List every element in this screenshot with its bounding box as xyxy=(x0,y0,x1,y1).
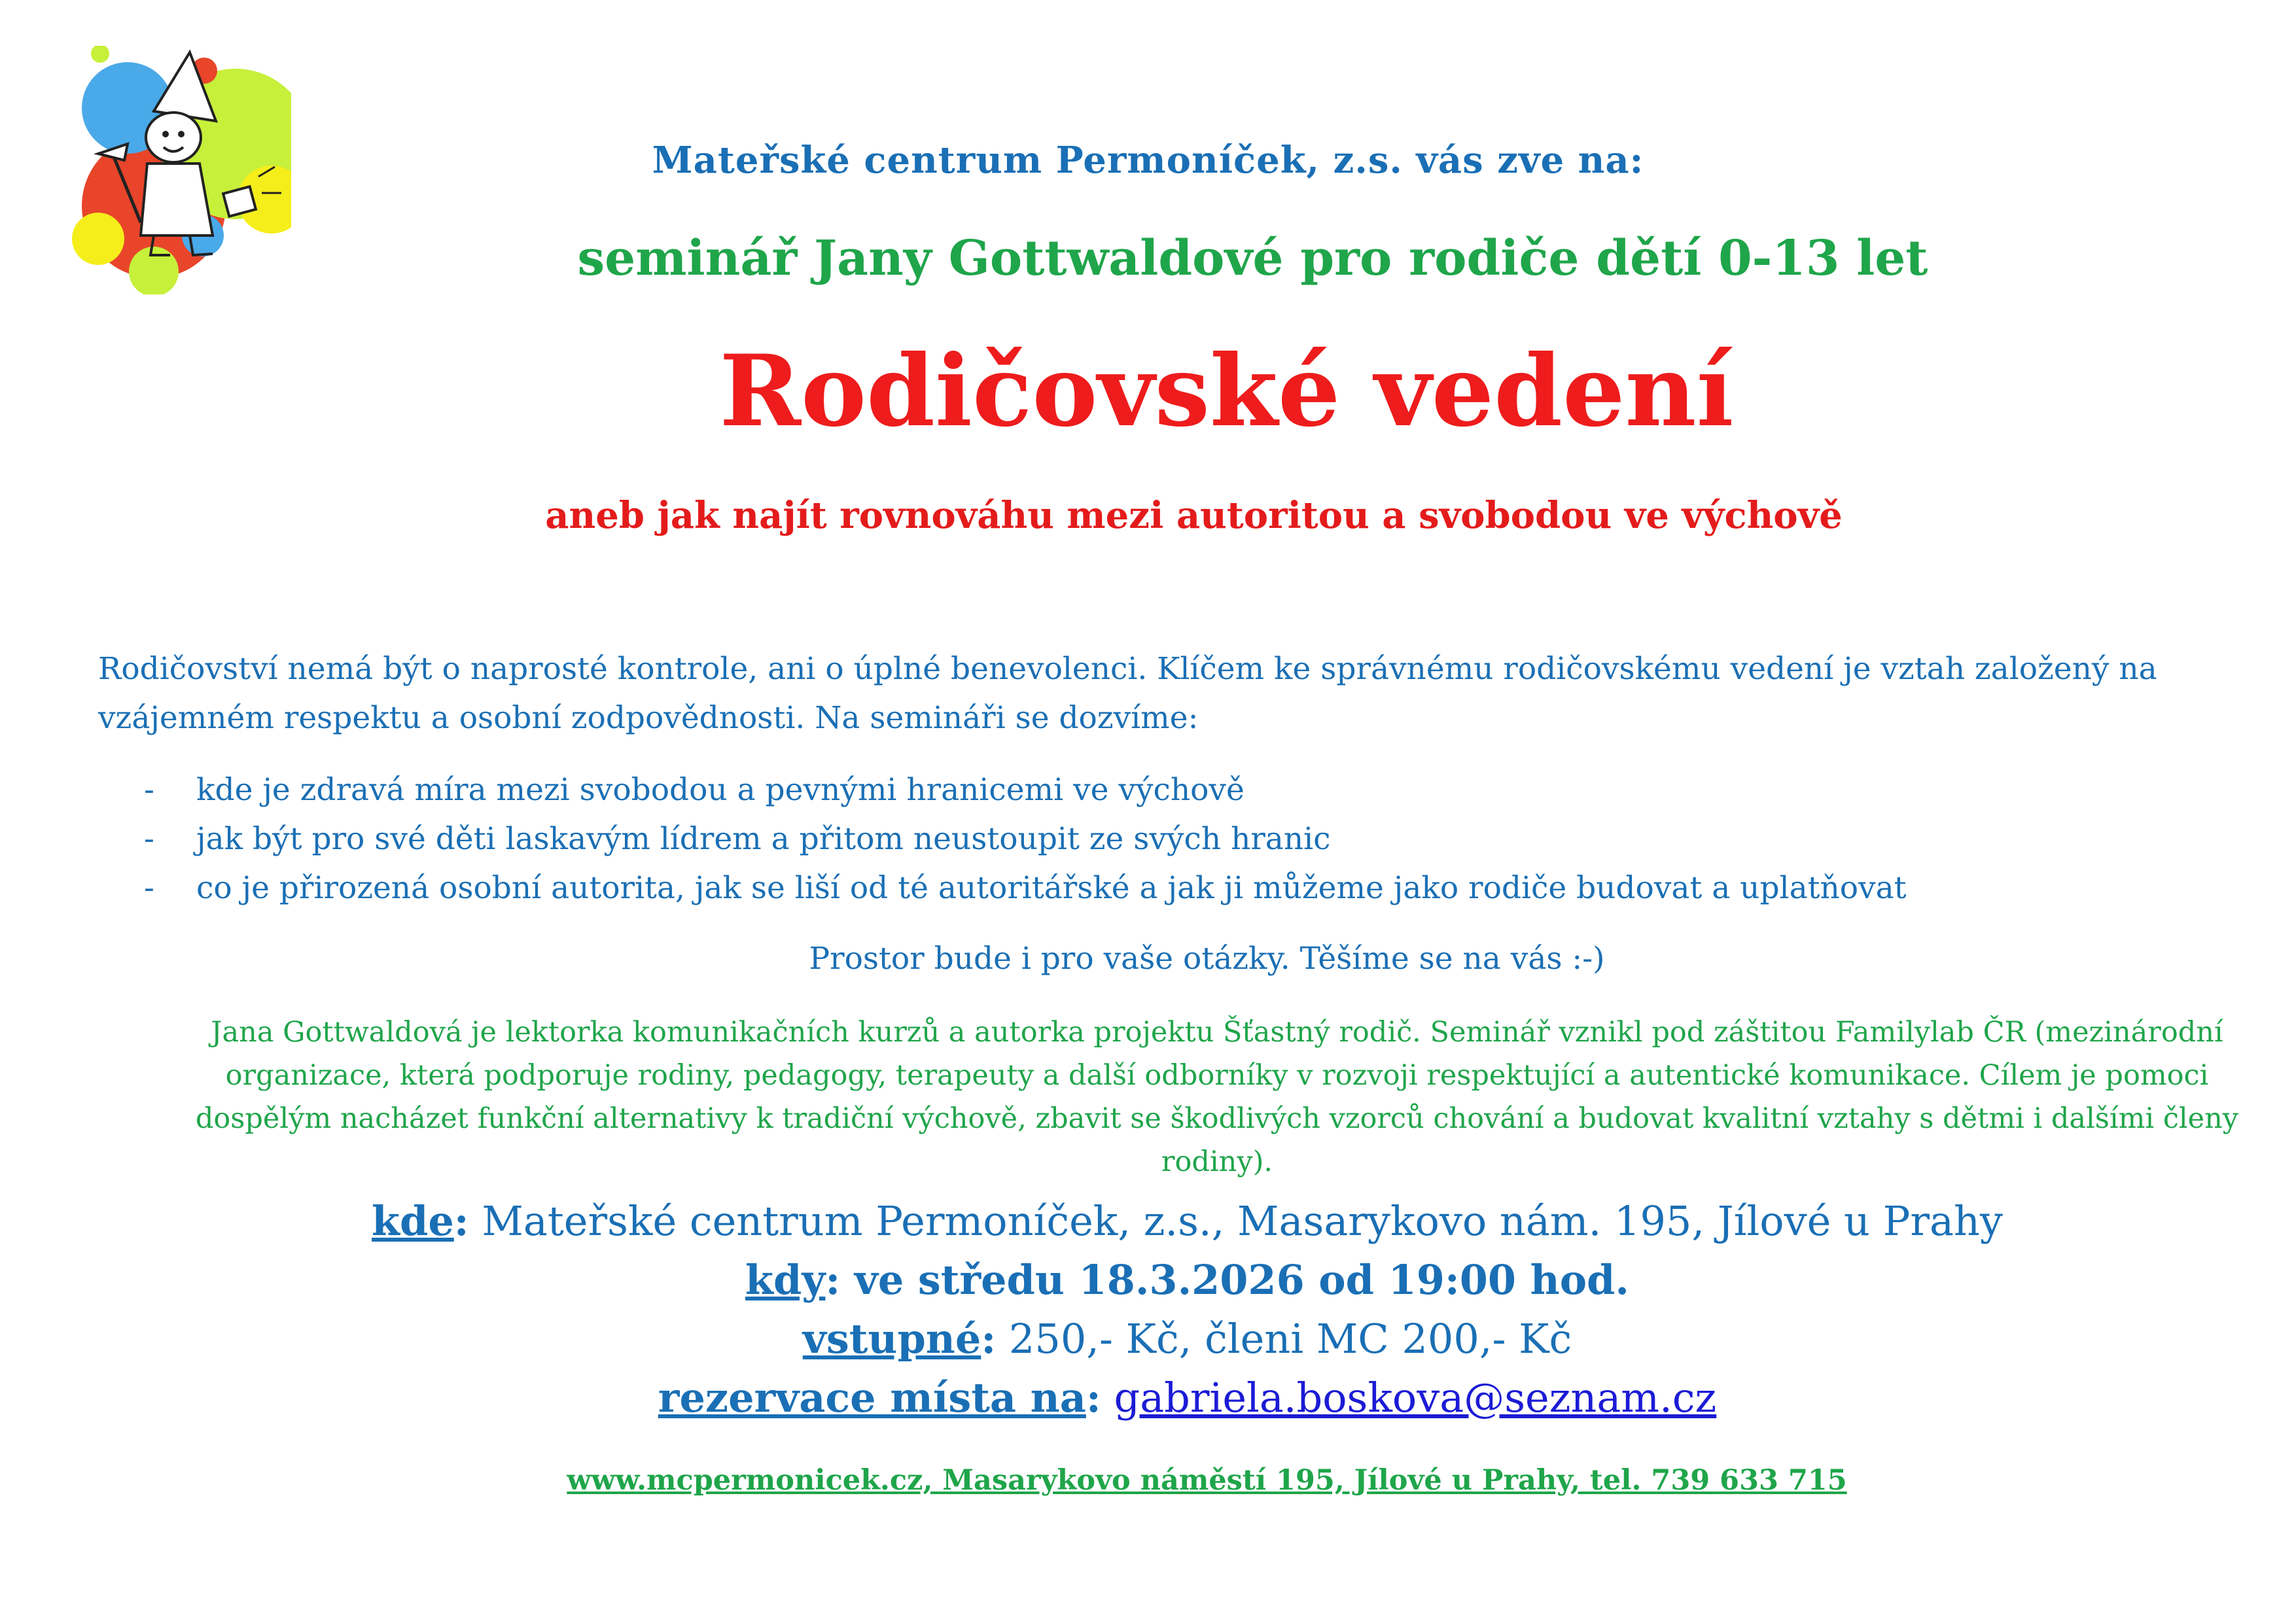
lecturer-bio: Jana Gottwaldová je lektorka komunikačních kurzů a autorka projektu Šťastný rodič. Seminář vznikl pod záštitou Familylab ČR (mezinárodní organizace, která podporuje rodiny, pedagogy, terapeuty a další odborníky v rozvoji respektující a autentické komunikace. Cílem je pomoci dospělým nacházet funkční alternativy k tradiční výchově, zbavit se škodlivých vzorců chování a budovat kvalitní vztahy s dětmi i dalšími členy rodiny). xyxy=(195,1016,2239,1178)
list-item xyxy=(144,765,1907,814)
bullet-marker: - xyxy=(144,870,154,906)
event-fee xyxy=(39,1315,2296,1363)
location-colon: : xyxy=(453,1197,469,1245)
seminar-line: seminář Jany Gottwaldové pro rodiče dětí 0-13 let xyxy=(577,230,1928,287)
topic-list xyxy=(144,765,1907,913)
fee-label: vstupné xyxy=(802,1315,981,1363)
list-item-text: jak být pro své děti laskavým lídrem a přitom neustoupit ze svých hranic xyxy=(196,821,1331,857)
list-item-text: co je přirozená osobní autorita, jak se liší od té autoritářské a jak ji můžeme jako rodiče budovat a uplatňovat xyxy=(196,870,1907,906)
event-date xyxy=(39,1256,2296,1304)
event-location xyxy=(39,1197,2296,1245)
location-value: Mateřské centrum Permoníček, z.s., Masarykovo nám. 195, Jílové u Prahy xyxy=(468,1197,2003,1245)
fee-colon: : xyxy=(981,1315,997,1363)
reservation-colon: : xyxy=(1086,1374,1101,1422)
event-reservation xyxy=(39,1374,2296,1422)
list-item xyxy=(144,814,1907,864)
reservation-email-link[interactable]: gabriela.boskova@seznam.cz xyxy=(1114,1374,1717,1422)
location-label: kde xyxy=(372,1197,454,1245)
bullet-marker: - xyxy=(144,772,154,808)
list-item-text: kde je zdravá míra mezi svobodou a pevnými hranicemi ve výchově xyxy=(196,772,1245,808)
page-title: Rodičovské vedení xyxy=(719,334,1734,449)
footer-contact-link[interactable]: www.mcpermonicek.cz, Masarykovo náměstí 195, Jílové u Prahy, tel. 739 633 715 xyxy=(567,1464,1847,1497)
fee-value: 250,- Kč, členi MC 200,- Kč xyxy=(996,1315,1572,1363)
date-colon: : xyxy=(825,1256,841,1304)
reservation-label: rezervace místa na xyxy=(658,1374,1086,1422)
page-subtitle: aneb jak najít rovnováhu mezi autoritou a svobodou ve výchově xyxy=(545,494,1843,537)
bullet-marker: - xyxy=(144,821,154,857)
intro-paragraph: Rodičovství nemá být o naprosté kontrole, ani o úplné benevolenci. Klíčem ke správnému rodičovskému vedení je vztah založený na vzájemném respektu a osobní zodpovědnosti. Na semináři se dozvíme: xyxy=(98,651,2157,736)
inviter-line: Mateřské centrum Permoníček, z.s. vás zve na: xyxy=(652,139,1644,182)
list-item xyxy=(144,864,1907,913)
date-label: kdy xyxy=(745,1256,826,1304)
date-value: ve středu 18.3.2026 od 19:00 hod. xyxy=(840,1256,1629,1304)
questions-note: Prostor bude i pro vaše otázky. Těšíme se na vás :-) xyxy=(809,941,1605,977)
